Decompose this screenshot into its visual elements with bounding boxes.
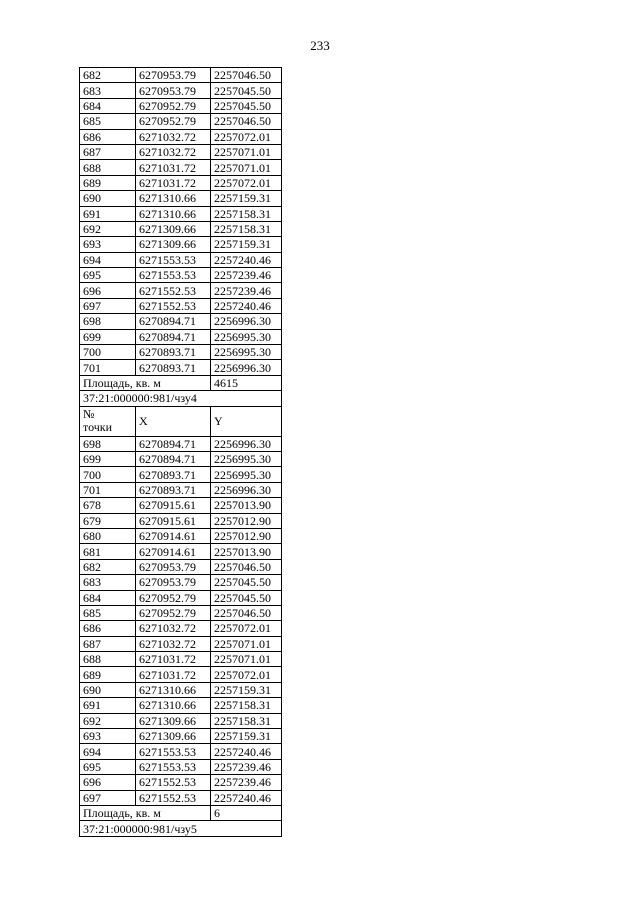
y-coordinate-cell: 2257159.31 [211,237,282,252]
table-row [80,467,282,482]
block2-rows [80,436,282,805]
point-number-cell: 700 [80,345,136,360]
point-number-cell: 700 [80,467,136,482]
point-number-cell: 697 [80,790,136,805]
x-coordinate-cell: 6270952.79 [136,114,211,129]
table-row [80,237,282,252]
y-coordinate-cell: 2257071.01 [211,636,282,651]
table-row [80,191,282,206]
x-coordinate-cell: 6271553.53 [136,252,211,267]
area-label: Площадь, кв. м [80,375,211,390]
table-row [80,713,282,728]
x-coordinate-cell: 6271031.72 [136,652,211,667]
y-coordinate-cell: 2256996.30 [211,482,282,497]
x-coordinate-cell: 6271309.66 [136,237,211,252]
table-row [80,636,282,651]
table-row [80,544,282,559]
x-coordinate-cell: 6271031.72 [136,667,211,682]
y-coordinate-cell: 2257159.31 [211,191,282,206]
table-row [80,129,282,144]
x-coordinate-cell: 6270953.79 [136,575,211,590]
table-row [80,667,282,682]
table-row [80,83,282,98]
y-coordinate-cell: 2257013.90 [211,544,282,559]
x-coordinate-cell: 6270952.79 [136,605,211,620]
point-number-cell: 694 [80,252,136,267]
x-coordinate-cell: 6270914.61 [136,528,211,543]
x-coordinate-cell: 6270893.71 [136,360,211,375]
y-coordinate-cell: 2257012.90 [211,513,282,528]
table-row [80,590,282,605]
y-coordinate-cell: 2257013.90 [211,498,282,513]
x-coordinate-cell: 6270915.61 [136,498,211,513]
point-number-cell: 682 [80,68,136,83]
x-coordinate-cell: 6271031.72 [136,175,211,190]
x-coordinate-cell: 6270952.79 [136,98,211,113]
point-number-cell: 692 [80,221,136,236]
x-coordinate-cell: 6271553.53 [136,759,211,774]
coordinates-table [79,67,282,837]
point-number-cell: 690 [80,682,136,697]
table-row [80,314,282,329]
area-row [80,375,282,390]
y-coordinate-cell: 2257158.31 [211,713,282,728]
x-coordinate-cell: 6271032.72 [136,621,211,636]
table-row [80,759,282,774]
point-number-cell: 699 [80,451,136,466]
y-coordinate-cell: 2257158.31 [211,221,282,236]
y-coordinate-cell: 2257072.01 [211,621,282,636]
point-number-cell: 695 [80,268,136,283]
table-row [80,744,282,759]
area-row [80,805,282,820]
point-number-cell: 685 [80,605,136,620]
header-point-number [80,406,136,436]
table-row [80,68,282,83]
y-coordinate-cell: 2257071.01 [211,160,282,175]
y-coordinate-cell: 2257072.01 [211,667,282,682]
x-coordinate-cell: 6270894.71 [136,329,211,344]
point-number-cell: 699 [80,329,136,344]
y-coordinate-cell: 2257046.50 [211,68,282,83]
point-number-cell: 689 [80,667,136,682]
y-coordinate-cell: 2256995.30 [211,329,282,344]
cadastral-id: 37:21:000000:981/чзу4 [80,391,282,406]
point-number-cell: 690 [80,191,136,206]
x-coordinate-cell: 6271310.66 [136,682,211,697]
point-number-cell: 681 [80,544,136,559]
x-coordinate-cell: 6271552.53 [136,775,211,790]
point-number-cell: 679 [80,513,136,528]
point-number-cell: 688 [80,652,136,667]
y-coordinate-cell: 2257046.50 [211,559,282,574]
x-coordinate-cell: 6270894.71 [136,436,211,451]
x-coordinate-cell: 6270894.71 [136,451,211,466]
table-row [80,482,282,497]
table-row [80,790,282,805]
table-row [80,575,282,590]
y-coordinate-cell: 2257239.46 [211,283,282,298]
x-coordinate-cell: 6270952.79 [136,590,211,605]
y-coordinate-cell: 2257045.50 [211,83,282,98]
y-coordinate-cell: 2257071.01 [211,144,282,159]
table-row [80,513,282,528]
table-row [80,221,282,236]
x-coordinate-cell: 6270914.61 [136,544,211,559]
point-number-cell: 684 [80,98,136,113]
header-point-number-line1: № [83,407,95,422]
block1-rows [80,68,282,376]
x-coordinate-cell: 6270915.61 [136,513,211,528]
x-coordinate-cell: 6271309.66 [136,221,211,236]
y-coordinate-cell: 2257071.01 [211,652,282,667]
x-coordinate-cell: 6271309.66 [136,713,211,728]
page-number: 233 [310,38,330,53]
table-row [80,98,282,113]
point-number-cell: 692 [80,713,136,728]
x-coordinate-cell: 6271310.66 [136,206,211,221]
x-coordinate-cell: 6270893.71 [136,467,211,482]
y-coordinate-cell: 2257159.31 [211,682,282,697]
y-coordinate-cell: 2257158.31 [211,206,282,221]
point-number-cell: 689 [80,175,136,190]
table-row [80,329,282,344]
x-coordinate-cell: 6271552.53 [136,283,211,298]
point-number-cell: 701 [80,360,136,375]
table-row [80,114,282,129]
point-number-cell: 691 [80,206,136,221]
point-number-cell: 686 [80,621,136,636]
table-row [80,298,282,313]
y-coordinate-cell: 2257239.46 [211,759,282,774]
y-coordinate-cell: 2256996.30 [211,360,282,375]
table-row [80,775,282,790]
x-coordinate-cell: 6270893.71 [136,482,211,497]
y-coordinate-cell: 2257046.50 [211,605,282,620]
y-coordinate-cell: 2257159.31 [211,729,282,744]
x-coordinate-cell: 6271310.66 [136,191,211,206]
table-header-row [80,406,282,436]
x-coordinate-cell: 6271032.72 [136,144,211,159]
table-row [80,621,282,636]
header-y: Y [211,406,282,436]
table-row [80,252,282,267]
y-coordinate-cell: 2257045.50 [211,575,282,590]
y-coordinate-cell: 2257046.50 [211,114,282,129]
header-x: X [136,406,211,436]
x-coordinate-cell: 6271552.53 [136,298,211,313]
table-row [80,698,282,713]
point-number-cell: 688 [80,160,136,175]
x-coordinate-cell: 6270893.71 [136,345,211,360]
point-number-cell: 683 [80,83,136,98]
table-row [80,345,282,360]
point-number-cell: 698 [80,314,136,329]
table-row [80,436,282,451]
table-row [80,283,282,298]
x-coordinate-cell: 6270953.79 [136,68,211,83]
point-number-cell: 684 [80,590,136,605]
header-point-number-line2: точки [83,420,113,435]
table-row [80,682,282,697]
y-coordinate-cell: 2257240.46 [211,744,282,759]
point-number-cell: 687 [80,636,136,651]
point-number-cell: 701 [80,482,136,497]
y-coordinate-cell: 2256995.30 [211,467,282,482]
table-row [80,360,282,375]
x-coordinate-cell: 6271552.53 [136,790,211,805]
x-coordinate-cell: 6271310.66 [136,698,211,713]
point-number-cell: 683 [80,575,136,590]
point-number-cell: 695 [80,759,136,774]
point-number-cell: 678 [80,498,136,513]
table-row [80,268,282,283]
x-coordinate-cell: 6270953.79 [136,559,211,574]
cadastral-row [80,821,282,836]
area-value: 4615 [211,375,282,390]
x-coordinate-cell: 6271553.53 [136,268,211,283]
point-number-cell: 698 [80,436,136,451]
x-coordinate-cell: 6271032.72 [136,129,211,144]
y-coordinate-cell: 2257239.46 [211,775,282,790]
x-coordinate-cell: 6271031.72 [136,160,211,175]
point-number-cell: 680 [80,528,136,543]
point-number-cell: 687 [80,144,136,159]
y-coordinate-cell: 2257072.01 [211,129,282,144]
y-coordinate-cell: 2257239.46 [211,268,282,283]
point-number-cell: 686 [80,129,136,144]
point-number-cell: 697 [80,298,136,313]
area-label: Площадь, кв. м [80,805,211,820]
point-number-cell: 693 [80,729,136,744]
x-coordinate-cell: 6270953.79 [136,83,211,98]
y-coordinate-cell: 2257240.46 [211,252,282,267]
y-coordinate-cell: 2257072.01 [211,175,282,190]
y-coordinate-cell: 2256996.30 [211,436,282,451]
point-number-cell: 685 [80,114,136,129]
table-row [80,559,282,574]
area-value: 6 [211,805,282,820]
y-coordinate-cell: 2256995.30 [211,345,282,360]
y-coordinate-cell: 2256995.30 [211,451,282,466]
point-number-cell: 693 [80,237,136,252]
table-row [80,605,282,620]
point-number-cell: 682 [80,559,136,574]
point-number-cell: 696 [80,775,136,790]
table-row [80,498,282,513]
table-row [80,144,282,159]
y-coordinate-cell: 2256996.30 [211,314,282,329]
point-number-cell: 691 [80,698,136,713]
y-coordinate-cell: 2257045.50 [211,590,282,605]
point-number-cell: 694 [80,744,136,759]
x-coordinate-cell: 6271032.72 [136,636,211,651]
table-row [80,652,282,667]
cadastral-row [80,391,282,406]
x-coordinate-cell: 6271553.53 [136,744,211,759]
table-row [80,729,282,744]
table-row [80,175,282,190]
y-coordinate-cell: 2257240.46 [211,298,282,313]
y-coordinate-cell: 2257012.90 [211,528,282,543]
y-coordinate-cell: 2257045.50 [211,98,282,113]
x-coordinate-cell: 6271309.66 [136,729,211,744]
point-number-cell: 696 [80,283,136,298]
y-coordinate-cell: 2257158.31 [211,698,282,713]
table-row [80,451,282,466]
y-coordinate-cell: 2257240.46 [211,790,282,805]
x-coordinate-cell: 6270894.71 [136,314,211,329]
cadastral-id: 37:21:000000:981/чзу5 [80,821,282,836]
table-row [80,160,282,175]
table-row [80,206,282,221]
table-row [80,528,282,543]
